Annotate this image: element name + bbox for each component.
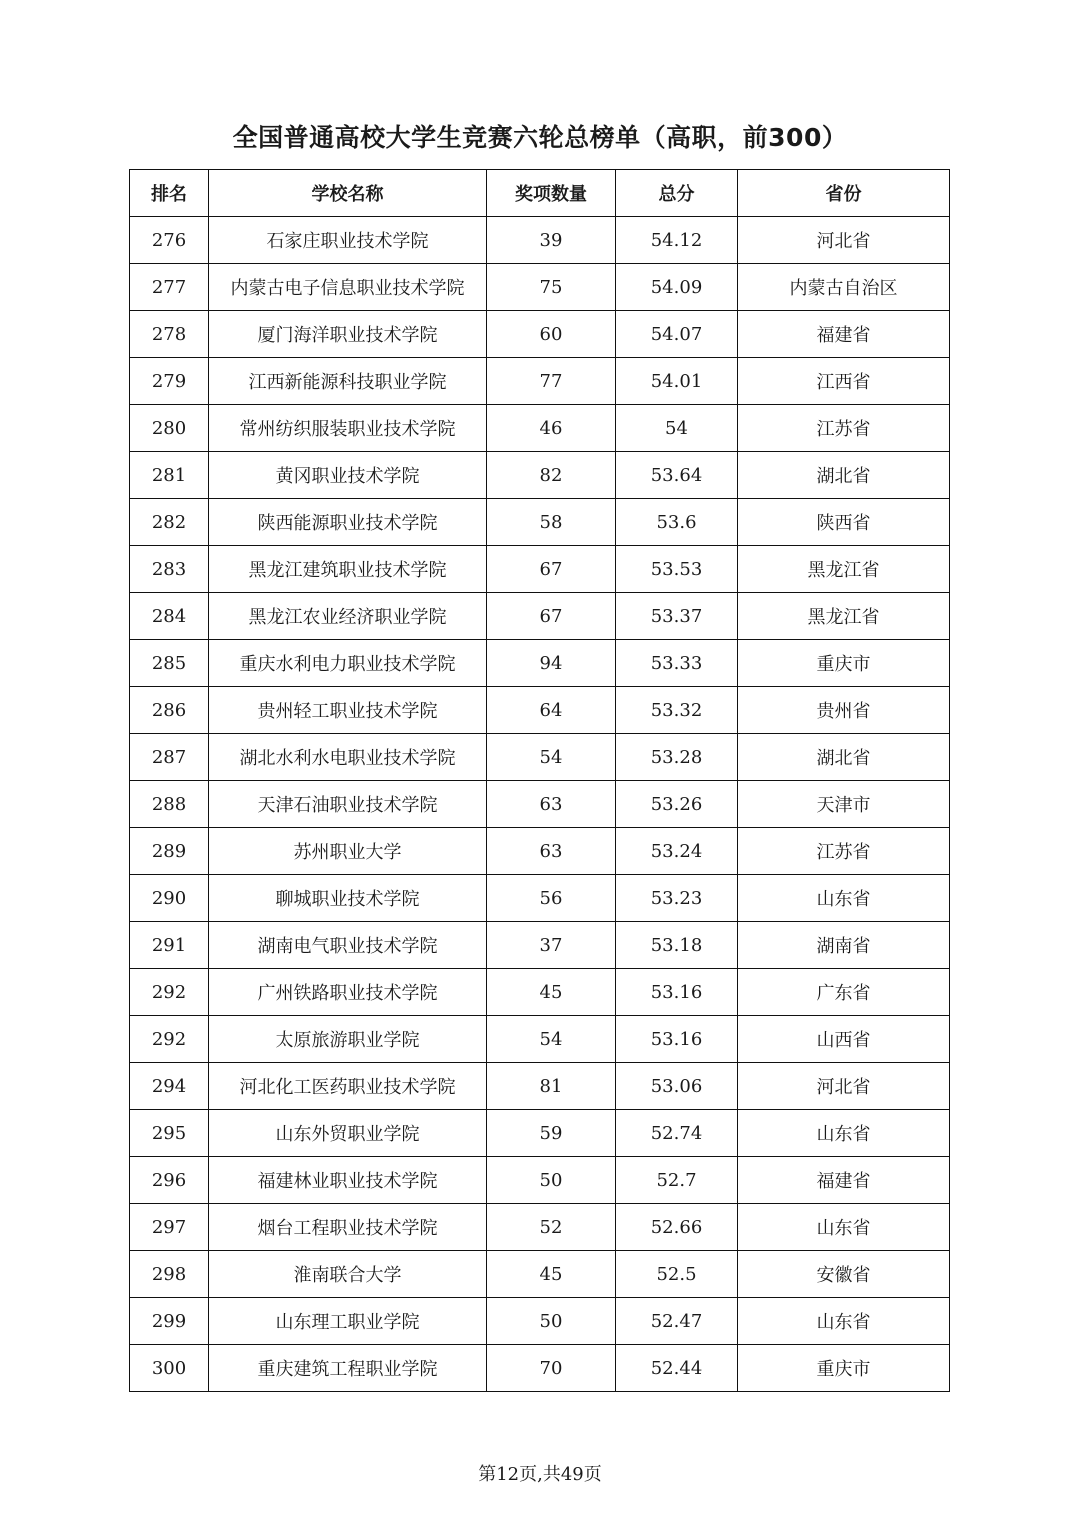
cell-school-name: 淮南联合大学 — [209, 1251, 487, 1298]
cell-total-score: 53.53 — [616, 546, 738, 593]
cell-total-score: 53.06 — [616, 1063, 738, 1110]
cell-school-name: 石家庄职业技术学院 — [209, 217, 487, 264]
table-row — [130, 499, 950, 546]
cell-rank: 287 — [130, 734, 209, 781]
cell-total-score: 53.23 — [616, 875, 738, 922]
cell-school-name: 天津石油职业技术学院 — [209, 781, 487, 828]
cell-province: 黑龙江省 — [738, 546, 950, 593]
cell-award-count: 37 — [487, 922, 616, 969]
table-row — [130, 593, 950, 640]
table-row — [130, 875, 950, 922]
cell-school-name: 黑龙江建筑职业技术学院 — [209, 546, 487, 593]
table-row — [130, 828, 950, 875]
cell-school-name: 黑龙江农业经济职业学院 — [209, 593, 487, 640]
cell-rank: 294 — [130, 1063, 209, 1110]
cell-province: 内蒙古自治区 — [738, 264, 950, 311]
cell-province: 江西省 — [738, 358, 950, 405]
cell-rank: 288 — [130, 781, 209, 828]
cell-school-name: 福建林业职业技术学院 — [209, 1157, 487, 1204]
cell-rank: 280 — [130, 405, 209, 452]
cell-rank: 296 — [130, 1157, 209, 1204]
cell-award-count: 94 — [487, 640, 616, 687]
cell-total-score: 53.24 — [616, 828, 738, 875]
cell-award-count: 63 — [487, 828, 616, 875]
cell-award-count: 75 — [487, 264, 616, 311]
cell-rank: 283 — [130, 546, 209, 593]
table-row — [130, 264, 950, 311]
table-row — [130, 781, 950, 828]
cell-award-count: 77 — [487, 358, 616, 405]
cell-school-name: 烟台工程职业技术学院 — [209, 1204, 487, 1251]
header-province: 省份 — [738, 170, 950, 217]
cell-total-score: 53.37 — [616, 593, 738, 640]
cell-rank: 277 — [130, 264, 209, 311]
cell-school-name: 黄冈职业技术学院 — [209, 452, 487, 499]
cell-total-score: 52.7 — [616, 1157, 738, 1204]
table-row — [130, 1298, 950, 1345]
cell-award-count: 67 — [487, 593, 616, 640]
cell-province: 湖北省 — [738, 452, 950, 499]
header-school-name: 学校名称 — [209, 170, 487, 217]
cell-province: 重庆市 — [738, 640, 950, 687]
cell-total-score: 53.32 — [616, 687, 738, 734]
cell-award-count: 50 — [487, 1298, 616, 1345]
table-row — [130, 969, 950, 1016]
header-award-count: 奖项数量 — [487, 170, 616, 217]
cell-province: 贵州省 — [738, 687, 950, 734]
cell-school-name: 广州铁路职业技术学院 — [209, 969, 487, 1016]
cell-province: 广东省 — [738, 969, 950, 1016]
cell-province: 山东省 — [738, 1110, 950, 1157]
table-row — [130, 546, 950, 593]
cell-total-score: 54.07 — [616, 311, 738, 358]
cell-province: 黑龙江省 — [738, 593, 950, 640]
cell-rank: 276 — [130, 217, 209, 264]
cell-province: 湖北省 — [738, 734, 950, 781]
cell-rank: 286 — [130, 687, 209, 734]
cell-total-score: 53.26 — [616, 781, 738, 828]
cell-province: 山东省 — [738, 1204, 950, 1251]
cell-school-name: 内蒙古电子信息职业技术学院 — [209, 264, 487, 311]
table-row — [130, 217, 950, 264]
cell-award-count: 70 — [487, 1345, 616, 1392]
table-header-row — [130, 170, 950, 217]
cell-total-score: 52.66 — [616, 1204, 738, 1251]
cell-award-count: 50 — [487, 1157, 616, 1204]
cell-award-count: 58 — [487, 499, 616, 546]
cell-province: 湖南省 — [738, 922, 950, 969]
page-title: 全国普通高校大学生竞赛六轮总榜单（高职，前300） — [232, 123, 848, 152]
cell-award-count: 54 — [487, 734, 616, 781]
cell-rank: 284 — [130, 593, 209, 640]
table-row — [130, 1345, 950, 1392]
cell-rank: 289 — [130, 828, 209, 875]
cell-school-name: 陕西能源职业技术学院 — [209, 499, 487, 546]
cell-school-name: 山东理工职业学院 — [209, 1298, 487, 1345]
header-rank: 排名 — [130, 170, 209, 217]
cell-rank: 290 — [130, 875, 209, 922]
table-row — [130, 640, 950, 687]
cell-school-name: 常州纺织服装职业技术学院 — [209, 405, 487, 452]
cell-total-score: 52.47 — [616, 1298, 738, 1345]
cell-total-score: 54.01 — [616, 358, 738, 405]
cell-rank: 292 — [130, 1016, 209, 1063]
cell-school-name: 江西新能源科技职业学院 — [209, 358, 487, 405]
cell-award-count: 60 — [487, 311, 616, 358]
cell-rank: 291 — [130, 922, 209, 969]
cell-province: 河北省 — [738, 1063, 950, 1110]
cell-school-name: 重庆建筑工程职业学院 — [209, 1345, 487, 1392]
cell-award-count: 56 — [487, 875, 616, 922]
cell-award-count: 46 — [487, 405, 616, 452]
cell-rank: 292 — [130, 969, 209, 1016]
cell-province: 山东省 — [738, 875, 950, 922]
cell-award-count: 67 — [487, 546, 616, 593]
cell-school-name: 贵州轻工职业技术学院 — [209, 687, 487, 734]
cell-province: 山西省 — [738, 1016, 950, 1063]
table-row — [130, 922, 950, 969]
cell-total-score: 54.12 — [616, 217, 738, 264]
cell-award-count: 81 — [487, 1063, 616, 1110]
cell-total-score: 52.5 — [616, 1251, 738, 1298]
cell-rank: 279 — [130, 358, 209, 405]
cell-total-score: 53.33 — [616, 640, 738, 687]
table-body — [130, 217, 950, 1392]
cell-province: 安徽省 — [738, 1251, 950, 1298]
cell-province: 陕西省 — [738, 499, 950, 546]
cell-school-name: 厦门海洋职业技术学院 — [209, 311, 487, 358]
table-row — [130, 734, 950, 781]
cell-province: 福建省 — [738, 1157, 950, 1204]
cell-total-score: 52.44 — [616, 1345, 738, 1392]
table-row — [130, 1110, 950, 1157]
cell-award-count: 45 — [487, 969, 616, 1016]
table-row — [130, 1204, 950, 1251]
cell-award-count: 39 — [487, 217, 616, 264]
table-row — [130, 1016, 950, 1063]
cell-school-name: 重庆水利电力职业技术学院 — [209, 640, 487, 687]
header-total-score: 总分 — [616, 170, 738, 217]
cell-rank: 282 — [130, 499, 209, 546]
cell-total-score: 53.18 — [616, 922, 738, 969]
table-row — [130, 1251, 950, 1298]
cell-school-name: 聊城职业技术学院 — [209, 875, 487, 922]
cell-total-score: 54 — [616, 405, 738, 452]
cell-award-count: 52 — [487, 1204, 616, 1251]
cell-school-name: 山东外贸职业学院 — [209, 1110, 487, 1157]
cell-award-count: 63 — [487, 781, 616, 828]
cell-rank: 299 — [130, 1298, 209, 1345]
table-row — [130, 311, 950, 358]
cell-award-count: 64 — [487, 687, 616, 734]
cell-rank: 297 — [130, 1204, 209, 1251]
cell-rank: 281 — [130, 452, 209, 499]
cell-province: 河北省 — [738, 217, 950, 264]
cell-total-score: 53.64 — [616, 452, 738, 499]
cell-rank: 298 — [130, 1251, 209, 1298]
table-row — [130, 405, 950, 452]
page-footer: 第12页,共49页 — [478, 1464, 602, 1485]
table-row — [130, 1157, 950, 1204]
cell-total-score: 53.16 — [616, 1016, 738, 1063]
cell-award-count: 82 — [487, 452, 616, 499]
cell-school-name: 湖南电气职业技术学院 — [209, 922, 487, 969]
ranking-table — [129, 169, 950, 1392]
cell-province: 天津市 — [738, 781, 950, 828]
cell-award-count: 45 — [487, 1251, 616, 1298]
cell-award-count: 54 — [487, 1016, 616, 1063]
cell-school-name: 湖北水利水电职业技术学院 — [209, 734, 487, 781]
cell-award-count: 59 — [487, 1110, 616, 1157]
table-row — [130, 687, 950, 734]
table-row — [130, 358, 950, 405]
cell-province: 江苏省 — [738, 405, 950, 452]
cell-province: 重庆市 — [738, 1345, 950, 1392]
table-row — [130, 1063, 950, 1110]
cell-rank: 278 — [130, 311, 209, 358]
cell-rank: 300 — [130, 1345, 209, 1392]
table-row — [130, 452, 950, 499]
cell-province: 江苏省 — [738, 828, 950, 875]
cell-province: 福建省 — [738, 311, 950, 358]
cell-total-score: 54.09 — [616, 264, 738, 311]
cell-total-score: 53.16 — [616, 969, 738, 1016]
cell-school-name: 太原旅游职业学院 — [209, 1016, 487, 1063]
cell-school-name: 河北化工医药职业技术学院 — [209, 1063, 487, 1110]
cell-rank: 295 — [130, 1110, 209, 1157]
cell-total-score: 52.74 — [616, 1110, 738, 1157]
cell-province: 山东省 — [738, 1298, 950, 1345]
cell-rank: 285 — [130, 640, 209, 687]
cell-total-score: 53.28 — [616, 734, 738, 781]
cell-school-name: 苏州职业大学 — [209, 828, 487, 875]
cell-total-score: 53.6 — [616, 499, 738, 546]
